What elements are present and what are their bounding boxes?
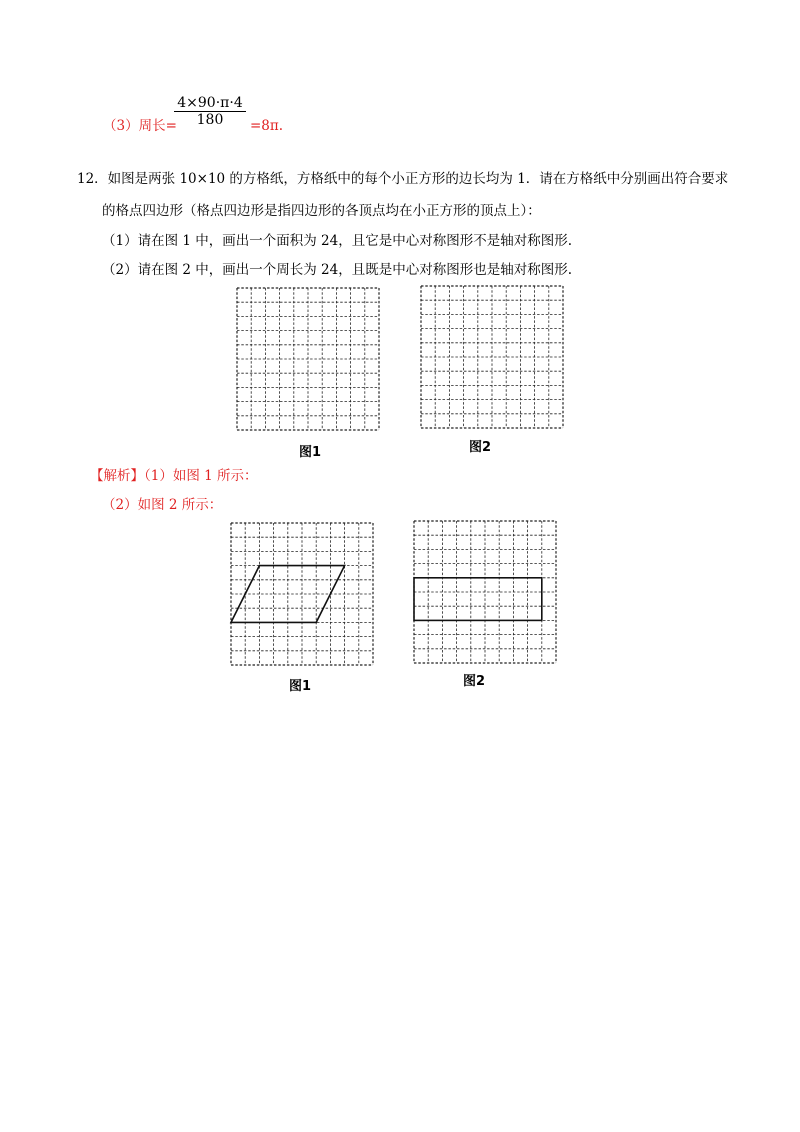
solution-part-2: （2）如图 2 所示： [102, 497, 223, 513]
answer-grid-figure-1 [231, 523, 373, 665]
answer-figure-1-caption: 图1 [289, 679, 312, 694]
question-line-1: 12．如图是两张 10×10 的方格纸，方格纸中的每个小正方形的边长均为 1．请在方格纸中分别画出符合要求 [77, 171, 729, 187]
answer-rectangle [414, 578, 542, 621]
question-part-2: （2）请在图 2 中，画出一个周长为 24，且既是中心对称图形也是轴对称图形. [102, 262, 573, 278]
fraction [174, 95, 246, 128]
fraction-numerator: 4×90·π·4 [177, 95, 243, 111]
solution-part-1-text: （1）如图 1 所示： [144, 468, 258, 484]
answer-3-result: =8π. [250, 118, 284, 134]
question-grid-figure-1 [237, 288, 379, 430]
fraction-denominator: 180 [196, 112, 224, 128]
solution-tag: 【解析】 [90, 468, 144, 484]
figure-2-caption: 图2 [469, 440, 492, 455]
solution-part-1 [90, 467, 258, 485]
figure-1-caption: 图1 [299, 445, 322, 460]
answer-3-label: （3）周长= [103, 118, 177, 134]
answer-figure-2-caption: 图2 [463, 674, 486, 689]
question-grid-figure-2 [421, 286, 563, 428]
question-part-1: （1）请在图 1 中，画出一个面积为 24，且它是中心对称图形不是轴对称图形. [102, 233, 573, 249]
question-line-2: 的格点四边形（格点四边形是指四边形的各顶点均在小正方形的顶点上）： [102, 203, 541, 219]
answer-grid-figure-2 [414, 521, 556, 663]
